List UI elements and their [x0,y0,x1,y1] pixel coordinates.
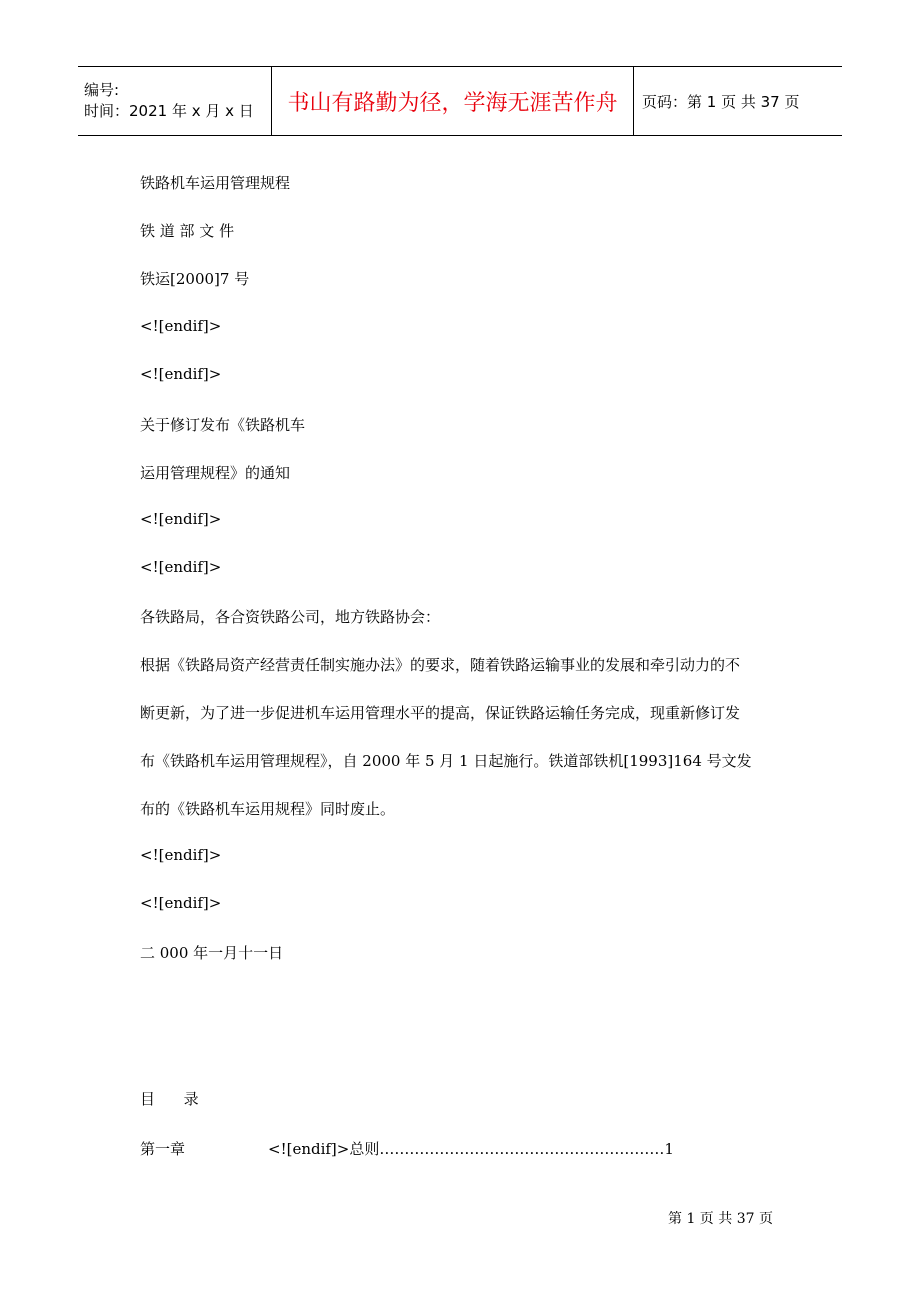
header-meta [78,67,272,135]
header-motto [272,67,634,135]
endif-marker: <![endif]> [140,317,222,335]
header-number-label: 编号: [84,81,120,99]
endif-marker: <![endif]> [140,894,222,912]
header-motto-text: 书山有路勤为径，学海无涯苦作舟 [287,90,618,116]
notice-title-line-1: 关于修订发布《铁路机车 [140,416,306,434]
document-number: 铁运[2000]7 号 [140,270,250,288]
page-footer: 第 1 页 共 37 页 [668,1211,773,1227]
header-time-label: 时间：2021 年 x 月 x 日 [84,102,254,120]
endif-marker: <![endif]> [140,365,222,383]
endif-marker: <![endif]> [140,510,222,528]
page-header [78,66,842,136]
endif-marker: <![endif]> [140,558,222,576]
endif-marker: <![endif]> [140,846,222,864]
header-page-label: 页码：第 1 页 共 37 页 [642,92,800,111]
addressee: 各铁路局，各合资铁路公司，地方铁路协会： [140,608,441,626]
body-paragraph-line: 根据《铁路局资产经营责任制实施办法》的要求，随着铁路运输事业的发展和牵引动力的不 [140,656,741,674]
toc-chapter-label: 第一章 [140,1140,186,1158]
document-title: 铁路机车运用管理规程 [140,174,291,192]
header-page-info [634,67,842,135]
document-issuer: 铁 道 部 文 件 [140,222,235,240]
body-paragraph-line: 布的《铁路机车运用规程》同时废止。 [140,800,396,818]
toc-heading: 目 录 [140,1090,199,1108]
body-paragraph-line: 断更新，为了进一步促进机车运用管理水平的提高，保证铁路运输任务完成，现重新修订发 [140,704,741,722]
toc-entry-title: <![endif]>总则…………………………………………………1 [268,1140,674,1158]
document-date: 二 000 年一月十一日 [140,944,284,962]
notice-title-line-2: 运用管理规程》的通知 [140,464,291,482]
body-paragraph-line: 布《铁路机车运用管理规程》，自 2000 年 5 月 1 日起施行。铁道部铁机[1993]164 号文发 [140,752,752,770]
